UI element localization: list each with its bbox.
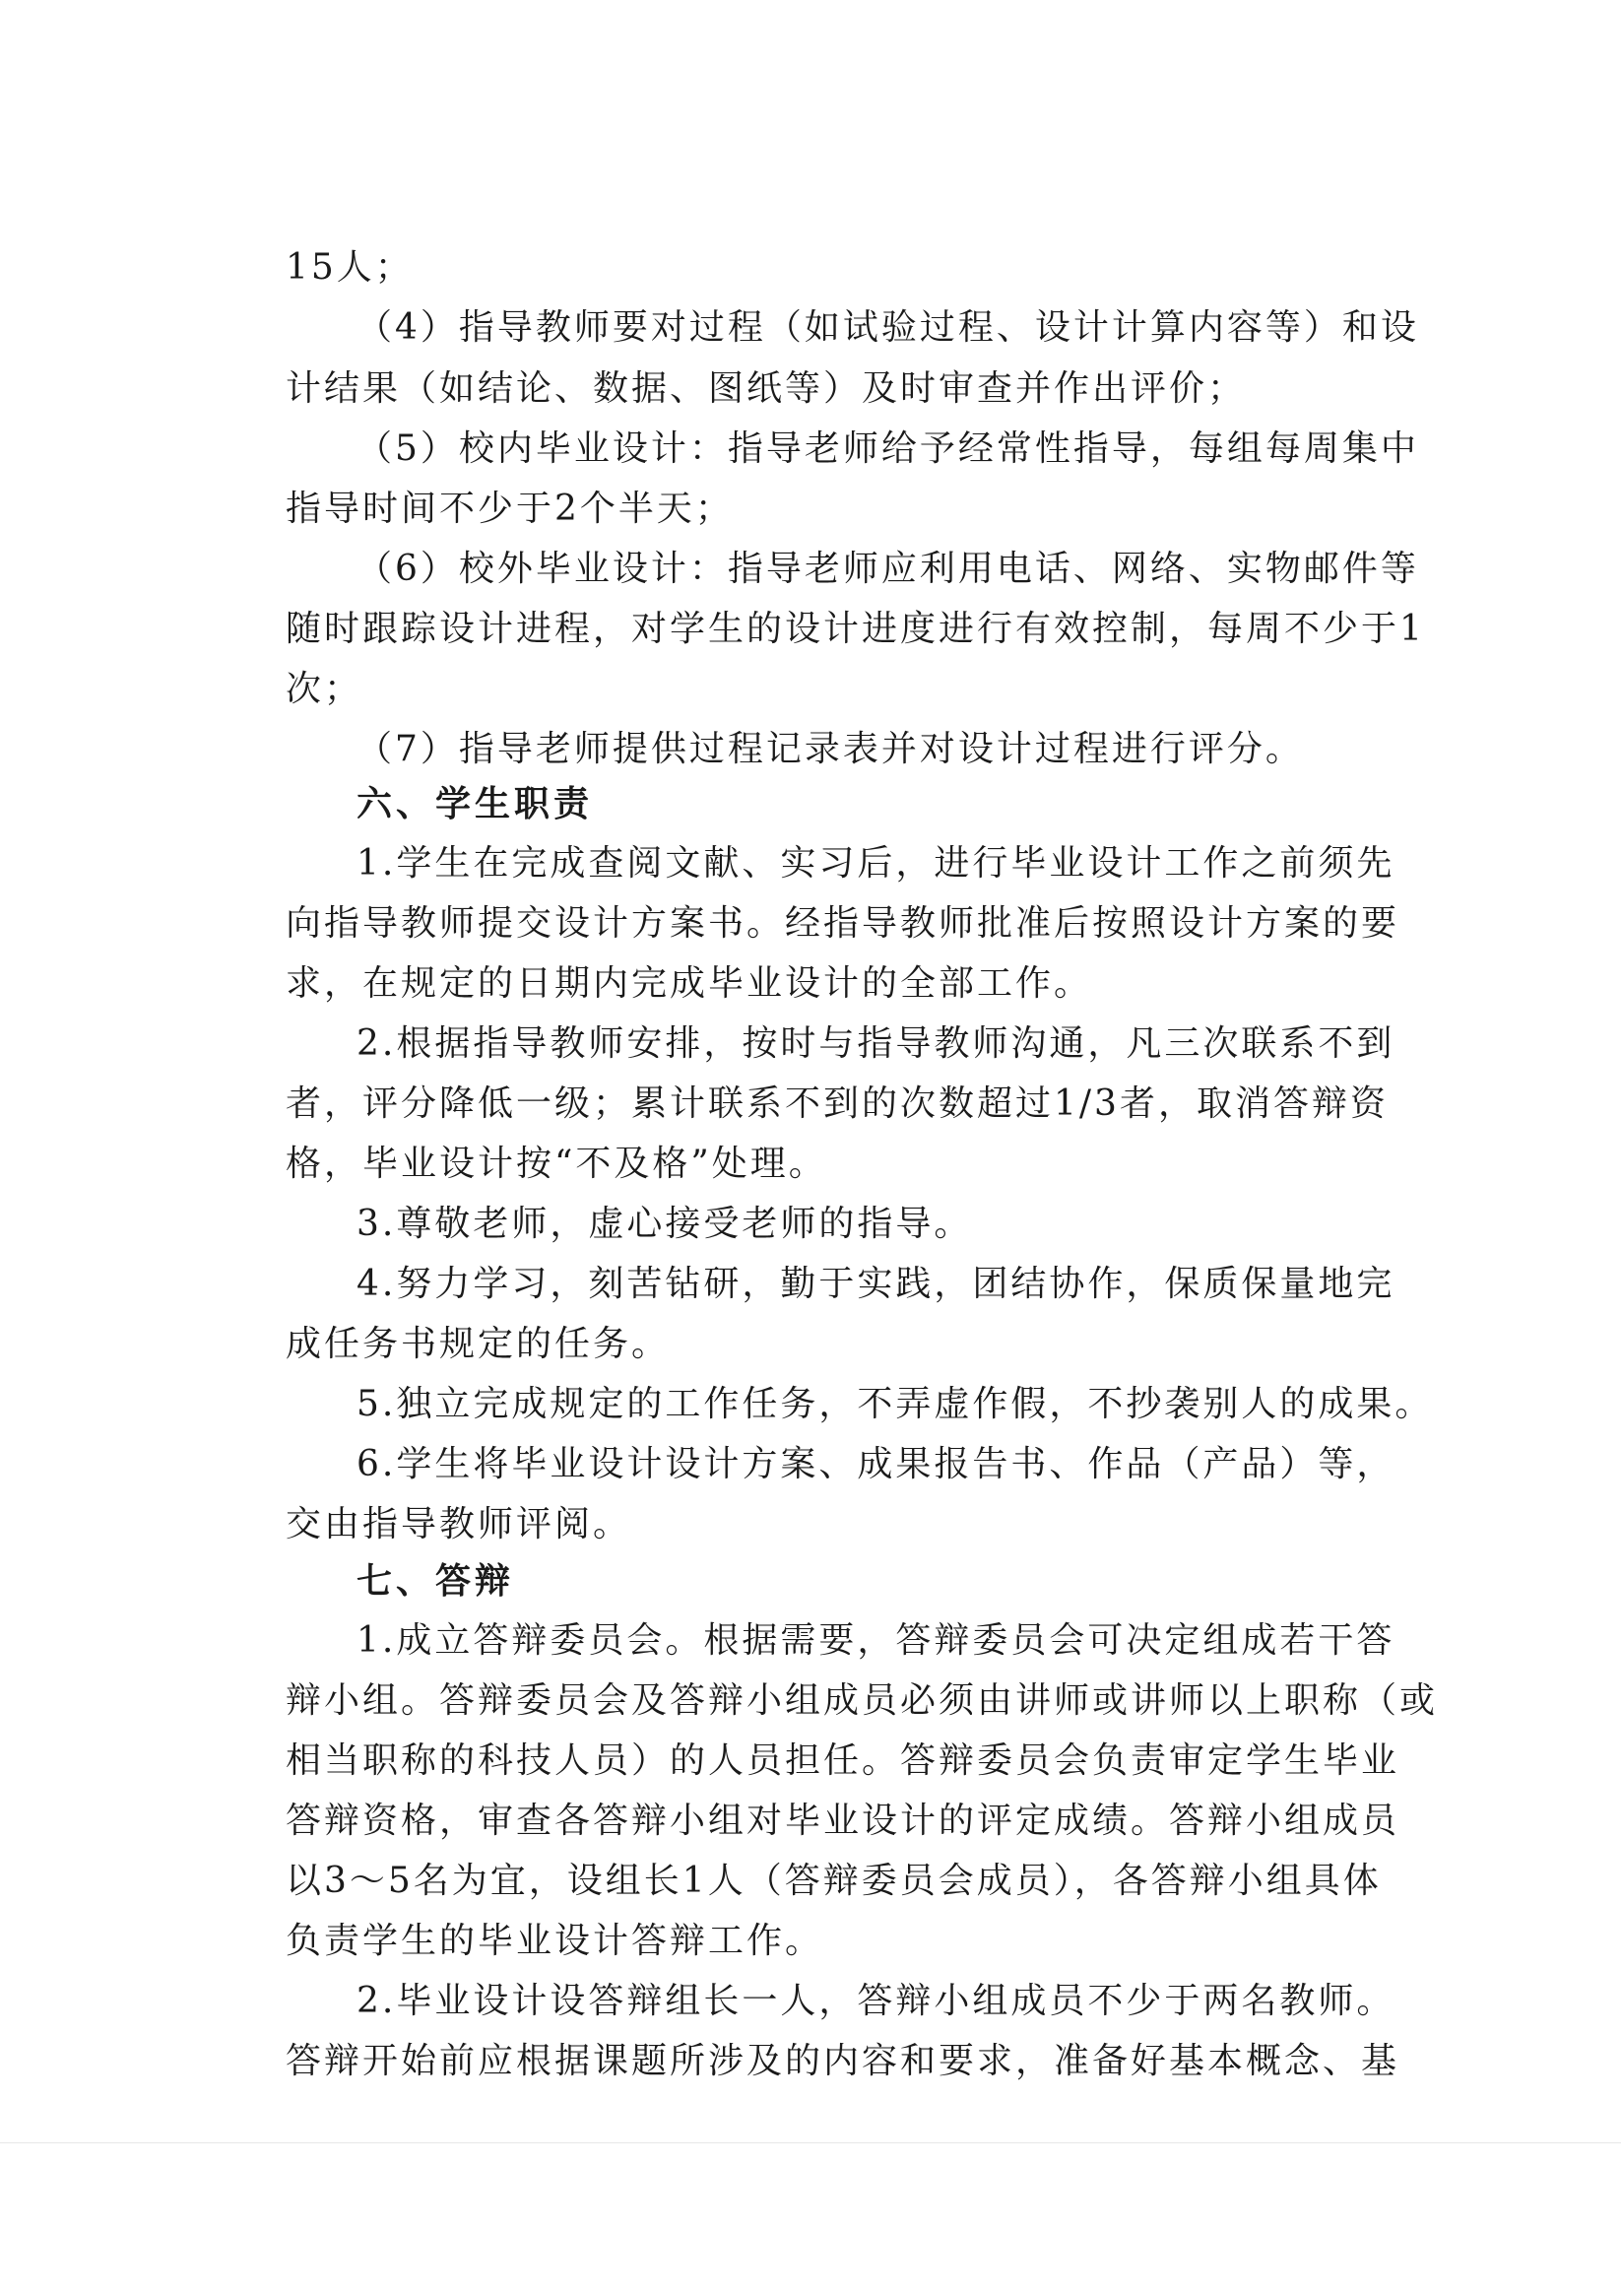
text-line: 答辩资格，审查各答辩小组对毕业设计的评定成绩。答辩小组成员 — [286, 1801, 1400, 1841]
text-line: 3.尊敬老师，虚心接受老师的指导。 — [357, 1204, 973, 1244]
text-line: 次； — [286, 669, 363, 709]
scan-edge-line — [0, 2142, 1621, 2143]
text-line: 相当职称的科技人员）的人员担任。答辩委员会负责审定学生毕业 — [286, 1740, 1400, 1781]
text-line: 4.努力学习，刻苦钻研，勤于实践，团结协作，保质保量地完 — [357, 1264, 1395, 1304]
text-line: 以3～5名为宜，设组长1人（答辩委员会成员），各答辩小组具体 — [286, 1861, 1382, 1901]
text-line: 5.独立完成规定的工作任务，不弄虚作假，不抄袭别人的成果。 — [357, 1384, 1434, 1424]
text-line: 6.学生将毕业设计设计方案、成果报告书、作品（产品）等， — [357, 1444, 1395, 1484]
text-line: （4）指导教师要对过程（如试验过程、设计计算内容等）和设 — [357, 307, 1419, 348]
text-line: 求，在规定的日期内完成毕业设计的全部工作。 — [286, 963, 1093, 1004]
text-line: （6）校外毕业设计：指导老师应利用电话、网络、实物邮件等 — [357, 549, 1419, 589]
text-line: （7）指导老师提供过程记录表并对设计过程进行评分。 — [357, 729, 1304, 769]
text-line: 1.学生在完成查阅文献、实习后，进行毕业设计工作之前须先 — [357, 843, 1395, 884]
text-line: 指导时间不少于2个半天； — [286, 489, 734, 529]
text-line: 交由指导教师评阅。 — [286, 1504, 632, 1544]
text-line: 向指导教师提交设计方案书。经指导教师批准后按照设计方案的要 — [286, 903, 1400, 944]
text-line: 15人； — [286, 247, 414, 288]
text-line: 格，毕业设计按“不及格”处理。 — [286, 1144, 827, 1184]
text-line: 者，评分降低一级；累计联系不到的次数超过1/3者，取消答辩资 — [286, 1083, 1389, 1124]
text-line: 辩小组。答辩委员会及答辩小组成员必须由讲师或讲师以上职称（或 — [286, 1680, 1439, 1721]
text-line: 负责学生的毕业设计答辩工作。 — [286, 1921, 824, 1961]
text-line: （5）校内毕业设计：指导老师给予经常性指导，每组每周集中 — [357, 428, 1419, 469]
text-line: 2.根据指导教师安排，按时与指导教师沟通，凡三次联系不到 — [357, 1023, 1395, 1064]
text-line: 答辩开始前应根据课题所涉及的内容和要求，准备好基本概念、基 — [286, 2041, 1400, 2081]
section-heading-student-duties: 六、学生职责 — [357, 783, 594, 824]
text-line: 计结果（如结论、数据、图纸等）及时审查并作出评价； — [286, 368, 1247, 409]
text-line: 随时跟踪设计进程，对学生的设计进度进行有效控制，每周不少于1 — [286, 609, 1425, 649]
section-heading-defense: 七、答辩 — [357, 1560, 515, 1602]
text-line: 2.毕业设计设答辩组长一人，答辩小组成员不少于两名教师。 — [357, 1981, 1395, 2021]
text-line: 1.成立答辩委员会。根据需要，答辩委员会可决定组成若干答 — [357, 1620, 1395, 1661]
text-line: 成任务书规定的任务。 — [286, 1324, 671, 1364]
